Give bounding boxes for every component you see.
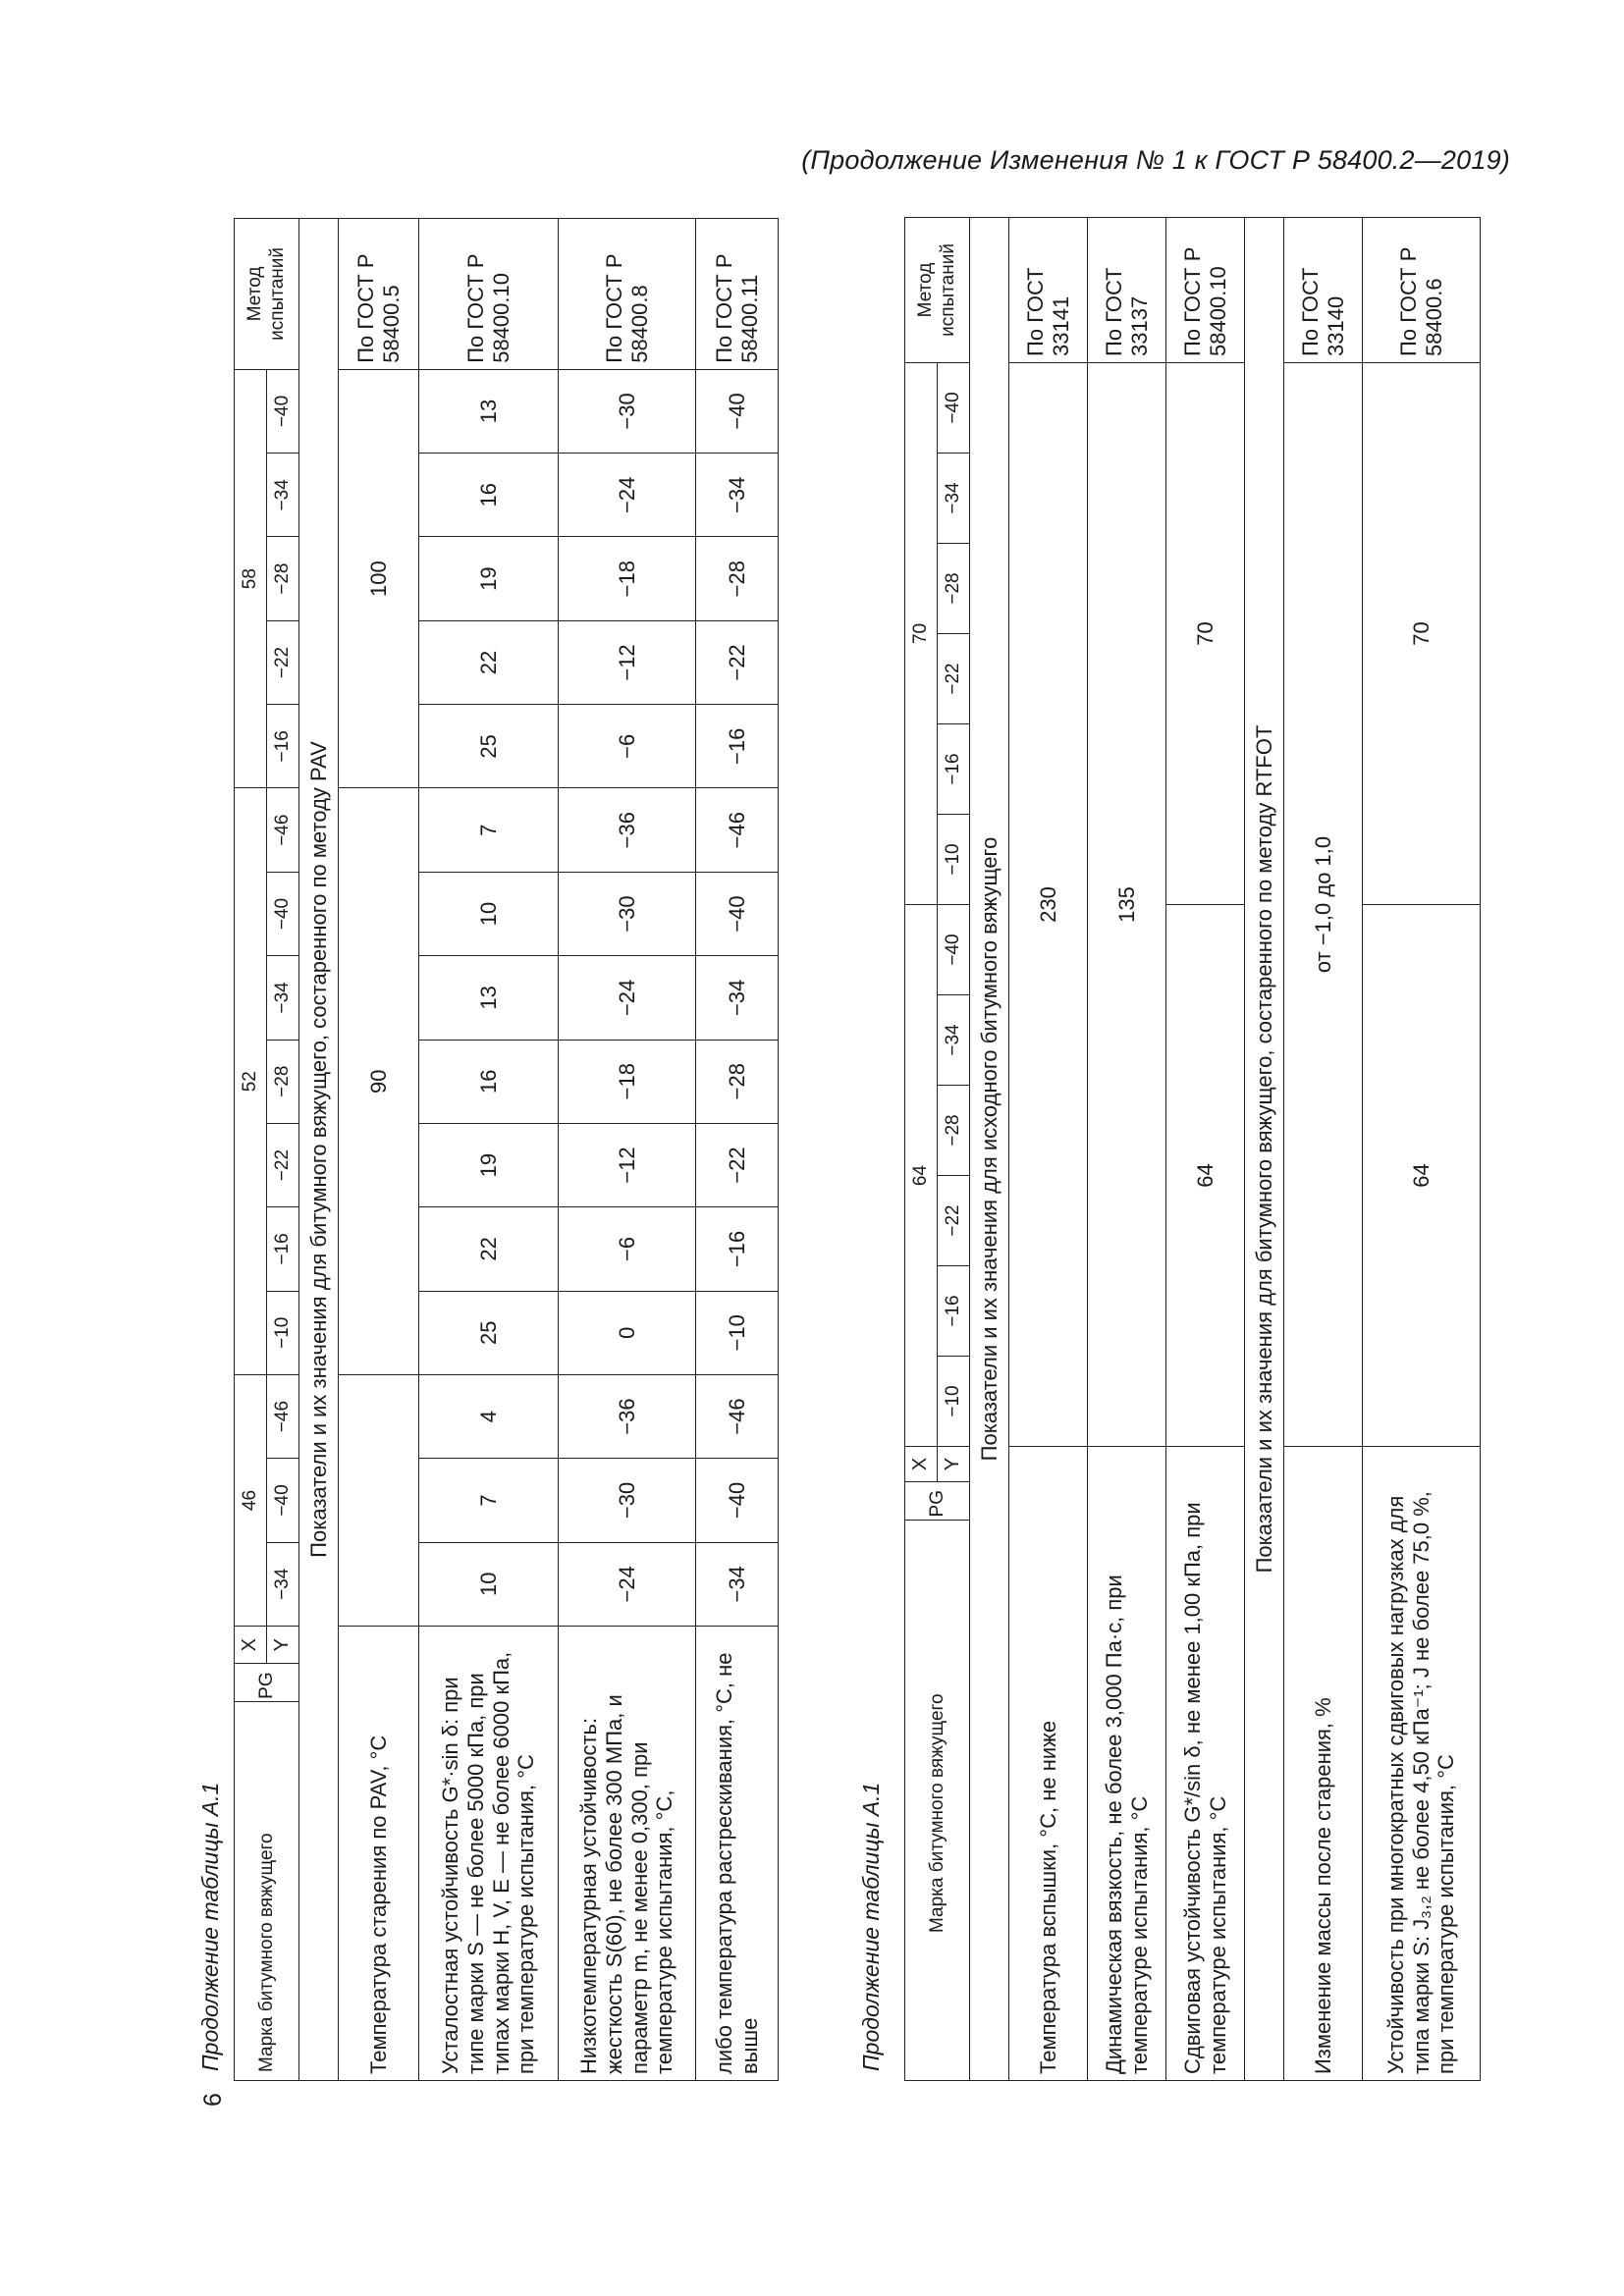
value-cell: 13 (419, 369, 559, 453)
y-value: −34 (267, 1542, 299, 1626)
value-cell: 22 (419, 1207, 559, 1291)
row-shear-label: Сдвиговая устойчивость G*/sin δ, не менее 1,00 кПа, при температуре испытания, °C (1166, 1447, 1245, 2081)
row-flash-label: Температура вспышки, °C, не ниже (1009, 1447, 1088, 2081)
value-cell: −36 (559, 788, 696, 872)
y-value: −40 (267, 369, 299, 453)
y-value: −22 (267, 1123, 299, 1206)
value-cell: −30 (559, 872, 696, 955)
shear-70: 70 (1166, 362, 1245, 904)
table2-caption: Продолжение таблицы А.1 (858, 1782, 884, 2071)
value-cell: 16 (419, 1040, 559, 1123)
y-value: −34 (267, 956, 299, 1040)
value-cell: −24 (559, 454, 696, 537)
method-header: Метод испытаний (905, 217, 970, 362)
table1 (234, 218, 779, 2081)
value-cell: −22 (696, 1123, 779, 1206)
value-cell: −18 (559, 537, 696, 620)
page-number: 6 (199, 2093, 227, 2107)
section-pav: Показатели и их значения для битумного вяжущего, состаренного по методу PAV (299, 219, 339, 2081)
value-cell: 7 (419, 1459, 559, 1542)
value-cell: 4 (419, 1374, 559, 1458)
method-cell: По ГОСТ Р 58400.5 (339, 219, 419, 370)
value-cell: −30 (559, 1459, 696, 1542)
group-52: 52 (235, 788, 267, 1374)
method-cell: По ГОСТ 33140 (1284, 217, 1363, 362)
value-cell: 13 (419, 956, 559, 1040)
method-cell: По ГОСТ Р 58400.10 (1166, 217, 1245, 362)
y-value: −28 (938, 1086, 970, 1176)
viscosity-value: 135 (1088, 362, 1166, 1446)
value-cell: −40 (696, 872, 779, 955)
value-cell: −34 (696, 956, 779, 1040)
y-value: −10 (938, 814, 970, 904)
value-cell: −24 (559, 1542, 696, 1626)
table1-caption: Продолжение таблицы А.1 (197, 1782, 223, 2071)
value-cell: 10 (419, 872, 559, 955)
mscr-70: 70 (1363, 362, 1481, 904)
method-cell: По ГОСТ Р 58400.6 (1363, 217, 1481, 362)
y-value: −28 (938, 543, 970, 633)
y-value: −46 (267, 1374, 299, 1458)
y-value: −16 (267, 705, 299, 788)
empty-cell (339, 1374, 419, 1626)
value-cell: 19 (419, 1123, 559, 1206)
value-cell: −12 (559, 620, 696, 704)
y-value: −34 (938, 453, 970, 543)
method-header: Метод испытаний (235, 219, 299, 370)
pav-temp-58: 100 (339, 369, 419, 788)
value-cell: 0 (559, 1291, 696, 1374)
x-label: X (235, 1626, 267, 1663)
y-value: −34 (267, 454, 299, 537)
group-46: 46 (235, 1374, 267, 1626)
mark-label: Марка битумного вяжущего (926, 1693, 947, 1933)
x-label: X (905, 1447, 938, 1482)
y-value: −22 (938, 633, 970, 723)
value-cell: −16 (696, 705, 779, 788)
shear-64: 64 (1166, 904, 1245, 1446)
value-cell: −46 (696, 788, 779, 872)
y-value: −22 (267, 620, 299, 704)
value-cell: −22 (696, 620, 779, 704)
value-cell: −24 (559, 956, 696, 1040)
value-cell: 25 (419, 705, 559, 788)
y-value: −10 (938, 1357, 970, 1447)
method-cell: По ГОСТ Р 58400.8 (559, 219, 696, 370)
value-cell: −10 (696, 1291, 779, 1374)
value-cell: −30 (559, 369, 696, 453)
table1-wrapper (234, 218, 779, 2081)
y-label: Y (267, 1626, 299, 1663)
row-cracking-label: либо температура растрескивания, °C, не выше (696, 1626, 779, 2080)
y-label: Y (938, 1447, 970, 1482)
flash-value: 230 (1009, 362, 1088, 1446)
y-value: −22 (938, 1176, 970, 1266)
value-cell: −28 (696, 537, 779, 620)
y-value: −46 (267, 788, 299, 872)
pg-label: PG (926, 1490, 947, 1518)
value-cell: −6 (559, 705, 696, 788)
y-value: −34 (938, 995, 970, 1086)
table2 (904, 217, 1481, 2081)
mark-header-cell (905, 1482, 970, 2081)
y-value: −40 (267, 872, 299, 955)
value-cell: −40 (696, 369, 779, 453)
value-cell: −34 (696, 1542, 779, 1626)
value-cell: −16 (696, 1207, 779, 1291)
mark-label: Марка битумного вяжущего (255, 1833, 277, 2072)
y-value: −16 (938, 723, 970, 814)
value-cell: 19 (419, 537, 559, 620)
method-cell: По ГОСТ 33137 (1088, 217, 1166, 362)
row-mscr-label: Устойчивость при многократных сдвиговых нагрузках для типа марки S: J₃,₂ не более 4,50 кПа⁻¹; J не более 75,0 %, при температуре испытания, °C (1363, 1447, 1481, 2081)
mass-value: от −1,0 до 1,0 (1284, 362, 1363, 1446)
y-value: −28 (267, 537, 299, 620)
pav-temp-52: 90 (339, 788, 419, 1374)
mscr-64: 64 (1363, 904, 1481, 1446)
value-cell: −34 (696, 454, 779, 537)
value-cell: 16 (419, 454, 559, 537)
y-value: −16 (267, 1207, 299, 1291)
value-cell: −36 (559, 1374, 696, 1458)
row-lowtemp-label: Низкотемпературная устойчивость: жесткость S(60), не более 300 МПа, и параметр m, не менее 0,300, при температуре испытания, °C, (559, 1626, 696, 2080)
group-64: 64 (905, 904, 938, 1446)
mark-header-cell (235, 1664, 299, 2081)
value-cell: 7 (419, 788, 559, 872)
y-value: −10 (267, 1291, 299, 1374)
value-cell: −40 (696, 1459, 779, 1542)
y-value: −40 (938, 904, 970, 994)
value-cell: −46 (696, 1374, 779, 1458)
group-70: 70 (905, 362, 938, 904)
table2-wrapper (904, 217, 1481, 2081)
value-cell: −6 (559, 1207, 696, 1291)
value-cell: −12 (559, 1123, 696, 1206)
method-cell: По ГОСТ 33141 (1009, 217, 1088, 362)
row-pav-temp-label: Температура старения по PAV, °C (339, 1626, 419, 2080)
value-cell: 22 (419, 620, 559, 704)
y-value: −28 (267, 1040, 299, 1123)
section-rtfot: Показатели и их значения для битумного вяжущего, состаренного по методу RTFOT (1245, 217, 1284, 2080)
y-value: −40 (267, 1459, 299, 1542)
value-cell: −28 (696, 1040, 779, 1123)
row-viscosity-label: Динамическая вязкость, не более 3,000 Па·с, при температуре испытания, °C (1088, 1447, 1166, 2081)
value-cell: 25 (419, 1291, 559, 1374)
value-cell: −18 (559, 1040, 696, 1123)
group-58: 58 (235, 369, 267, 788)
pg-label: PG (255, 1672, 277, 1699)
method-cell: По ГОСТ Р 58400.11 (696, 219, 779, 370)
row-fatigue-label: Усталостная устойчивость G*·sin δ: при типе марки S — не более 5000 кПа, при типах марки H, V, E — не более 6000 кПа, при температуре испытания, °C (419, 1626, 559, 2080)
value-cell: 10 (419, 1542, 559, 1626)
method-cell: По ГОСТ Р 58400.10 (419, 219, 559, 370)
row-mass-label: Изменение массы после старения, % (1284, 1447, 1363, 2081)
section-original: Показатели и их значения для исходного битумного вяжущего (970, 217, 1009, 2080)
document-header: (Продолжение Изменения № 1 к ГОСТ Р 58400.2—2019) (801, 145, 1510, 175)
y-value: −16 (938, 1266, 970, 1357)
y-value: −40 (938, 362, 970, 453)
